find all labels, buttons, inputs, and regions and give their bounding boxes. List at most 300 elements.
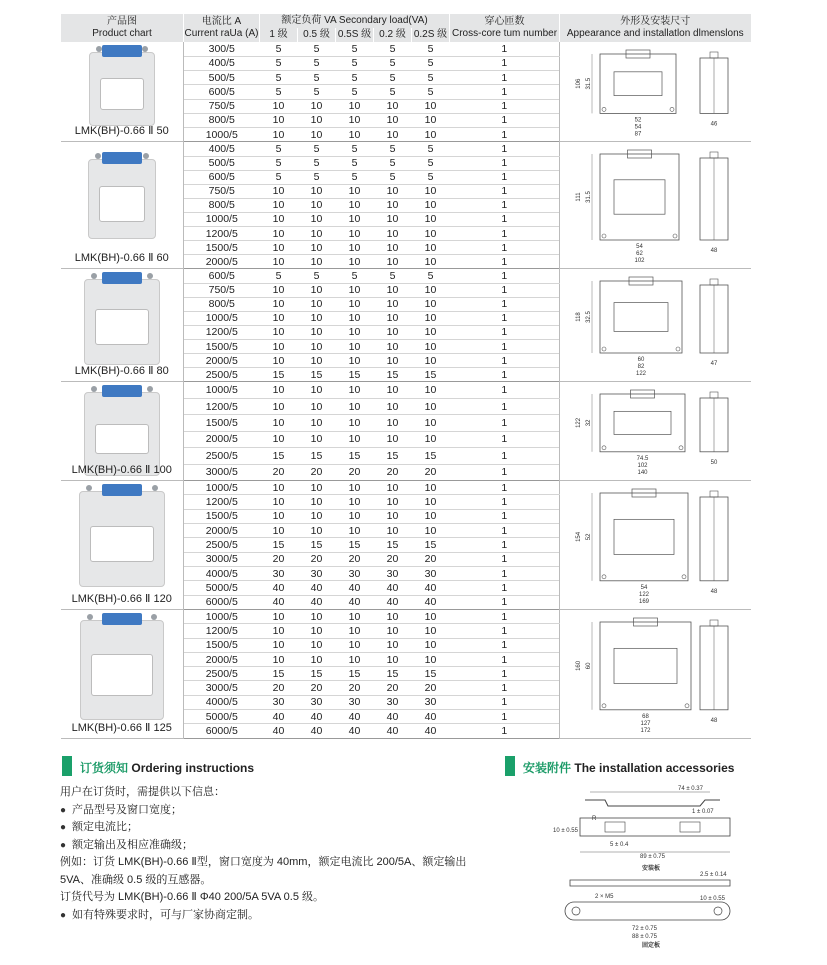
- load-cell: 10: [336, 340, 374, 354]
- inner-width-dim: 82: [637, 364, 645, 371]
- turns-cell: 1: [450, 255, 560, 269]
- plate2-bottom-dim: 88 ± 0.75: [632, 934, 657, 940]
- header-class-05: 0.5 级: [298, 28, 336, 42]
- current-ratio-cell: 1500/5: [184, 415, 260, 431]
- turns-cell: 1: [450, 667, 560, 681]
- load-cell: 10: [336, 354, 374, 368]
- turns-cell: 1: [450, 227, 560, 241]
- load-cell: 30: [298, 566, 336, 580]
- load-cell: 15: [374, 368, 412, 382]
- mount-hole: [602, 234, 606, 238]
- turns-cell: 1: [450, 652, 560, 666]
- load-cell: 10: [374, 509, 412, 523]
- current-ratio-cell: 300/5: [184, 42, 260, 56]
- dimension-cell: [560, 42, 751, 142]
- current-ratio-cell: 1000/5: [184, 382, 260, 398]
- load-cell: 10: [298, 198, 336, 212]
- turns-cell: 1: [450, 448, 560, 464]
- load-cell: 5: [260, 156, 298, 170]
- height-dim: 118: [576, 312, 583, 323]
- current-ratio-cell: 600/5: [184, 170, 260, 184]
- current-ratio-cell: 1000/5: [184, 609, 260, 623]
- load-cell: 10: [412, 415, 450, 431]
- load-cell: 10: [260, 481, 298, 495]
- load-cell: 40: [260, 710, 298, 724]
- plate1-thick-dim: 1 ± 0.07: [692, 809, 714, 815]
- window-width-dim: 74.5: [636, 456, 649, 463]
- load-cell: 15: [298, 538, 336, 552]
- load-cell: 30: [336, 566, 374, 580]
- header-class-05s: 0.5S 级: [336, 28, 374, 42]
- load-cell: 10: [374, 113, 412, 127]
- product-image-cell: [61, 142, 184, 269]
- load-cell: 10: [374, 398, 412, 414]
- load-cell: 10: [298, 495, 336, 509]
- turns-cell: 1: [450, 269, 560, 283]
- product-image-cell: [61, 269, 184, 382]
- current-ratio-cell: 600/5: [184, 85, 260, 99]
- turns-cell: 1: [450, 638, 560, 652]
- offset-dim: 31.5: [586, 191, 593, 204]
- load-cell: 10: [374, 283, 412, 297]
- load-cell: 5: [374, 170, 412, 184]
- header-load: 额定负荷 VA Secondary load(VA): [260, 14, 450, 28]
- load-cell: 10: [374, 609, 412, 623]
- current-ratio-cell: 2000/5: [184, 524, 260, 538]
- load-cell: 5: [374, 156, 412, 170]
- load-cell: 10: [412, 311, 450, 325]
- product-image-cell: [61, 609, 184, 738]
- load-cell: 5: [260, 269, 298, 283]
- load-cell: 20: [260, 552, 298, 566]
- current-ratio-cell: 2500/5: [184, 448, 260, 464]
- load-cell: 20: [412, 552, 450, 566]
- inner-width-dim: 54: [634, 124, 642, 131]
- inner-width-dim: 62: [636, 251, 643, 258]
- turns-cell: 1: [450, 495, 560, 509]
- product-model-label: LMK(BH)-0.66 Ⅱ 125: [71, 721, 172, 734]
- product-model-label: LMK(BH)-0.66 Ⅱ 120: [71, 592, 172, 605]
- window-outline: [614, 72, 662, 96]
- load-cell: 10: [298, 382, 336, 398]
- turns-cell: 1: [450, 566, 560, 580]
- load-cell: 5: [374, 56, 412, 70]
- load-cell: 20: [412, 464, 450, 481]
- load-cell: 10: [412, 624, 450, 638]
- load-cell: 10: [412, 481, 450, 495]
- load-cell: 20: [336, 681, 374, 695]
- load-cell: 15: [412, 448, 450, 464]
- load-cell: 5: [412, 71, 450, 85]
- load-cell: 10: [298, 509, 336, 523]
- load-cell: 10: [412, 241, 450, 255]
- load-cell: 10: [298, 638, 336, 652]
- load-cell: 10: [374, 311, 412, 325]
- mount-hole: [673, 234, 677, 238]
- dimension-drawing: [560, 142, 751, 268]
- turns-cell: 1: [450, 609, 560, 623]
- depth-dim: 48: [710, 248, 718, 255]
- product-model-label: LMK(BH)-0.66 Ⅱ 50: [74, 125, 169, 138]
- load-cell: 40: [412, 724, 450, 738]
- load-cell: 10: [298, 609, 336, 623]
- load-cell: 5: [260, 85, 298, 99]
- current-ratio-cell: 1500/5: [184, 241, 260, 255]
- ordering-line: 5VA、准确级 0.5 级的互感器。: [60, 873, 212, 886]
- load-cell: 10: [298, 415, 336, 431]
- load-cell: 40: [412, 581, 450, 595]
- current-ratio-cell: 1000/5: [184, 212, 260, 226]
- depth-dim: 48: [710, 717, 718, 724]
- current-ratio-cell: 750/5: [184, 99, 260, 113]
- load-cell: 10: [336, 652, 374, 666]
- load-cell: 5: [336, 56, 374, 70]
- inner-width-dim: 122: [639, 591, 650, 598]
- load-cell: 10: [260, 415, 298, 431]
- mount-hole: [602, 446, 606, 450]
- product-model-label: LMK(BH)-0.66 Ⅱ 60: [74, 252, 169, 265]
- plate2-thick-dim: 2.5 ± 0.14: [700, 872, 727, 878]
- load-cell: 10: [336, 481, 374, 495]
- current-ratio-cell: 1200/5: [184, 398, 260, 414]
- load-cell: 5: [336, 142, 374, 156]
- window-width-dim: 68: [642, 713, 649, 720]
- load-cell: 20: [298, 464, 336, 481]
- ordering-line: ● 额定输出及相应准确级；: [60, 837, 500, 855]
- dimension-drawing: [560, 269, 751, 381]
- load-cell: 10: [260, 325, 298, 339]
- load-cell: 10: [298, 255, 336, 269]
- load-cell: 30: [336, 695, 374, 709]
- load-cell: 5: [412, 269, 450, 283]
- load-cell: 10: [412, 128, 450, 142]
- ordering-line: ● 产品型号及窗口宽度；: [60, 802, 500, 820]
- height-dim: 160: [576, 660, 583, 671]
- table-row: [61, 481, 751, 495]
- mount-hole: [676, 347, 680, 351]
- height-dim: 122: [576, 418, 583, 429]
- plate1-body: [580, 818, 730, 836]
- load-cell: 5: [260, 142, 298, 156]
- table-row: [61, 382, 751, 398]
- load-cell: 5: [412, 85, 450, 99]
- spec-table: [60, 14, 751, 739]
- load-cell: 10: [412, 113, 450, 127]
- load-cell: 15: [336, 538, 374, 552]
- load-cell: 10: [412, 609, 450, 623]
- dimension-cell: [560, 481, 751, 610]
- load-cell: 10: [298, 524, 336, 538]
- load-cell: 10: [336, 297, 374, 311]
- header-class-02s: 0.2S 级: [412, 28, 450, 42]
- load-cell: 40: [298, 581, 336, 595]
- load-cell: 5: [412, 42, 450, 56]
- load-cell: 5: [298, 156, 336, 170]
- current-ratio-cell: 5000/5: [184, 710, 260, 724]
- load-cell: 10: [374, 652, 412, 666]
- load-cell: 10: [374, 638, 412, 652]
- current-ratio-cell: 750/5: [184, 283, 260, 297]
- load-cell: 10: [412, 283, 450, 297]
- dimension-drawing: [560, 382, 751, 480]
- turns-cell: 1: [450, 464, 560, 481]
- load-cell: 15: [412, 368, 450, 382]
- window-outline: [614, 180, 665, 214]
- load-cell: 10: [336, 382, 374, 398]
- ordering-line: ● 如有特殊要求时，可与厂家协商定制。: [60, 907, 500, 925]
- load-cell: 40: [374, 724, 412, 738]
- load-cell: 10: [298, 624, 336, 638]
- outer-width-dim: 87: [634, 131, 642, 138]
- load-cell: 5: [260, 71, 298, 85]
- load-cell: 10: [336, 509, 374, 523]
- load-cell: 10: [260, 638, 298, 652]
- load-cell: 30: [374, 695, 412, 709]
- load-cell: 10: [374, 297, 412, 311]
- offset-dim: 32: [586, 419, 593, 427]
- load-cell: 40: [336, 581, 374, 595]
- load-cell: 30: [374, 566, 412, 580]
- load-cell: 10: [374, 241, 412, 255]
- table-row: [61, 609, 751, 623]
- height-dim: 111: [576, 192, 583, 202]
- mount-hole: [602, 575, 606, 579]
- load-cell: 10: [298, 128, 336, 142]
- current-ratio-cell: 1000/5: [184, 311, 260, 325]
- inner-width-dim: 127: [640, 720, 651, 727]
- load-cell: 5: [298, 56, 336, 70]
- load-cell: 15: [374, 667, 412, 681]
- load-cell: 10: [298, 481, 336, 495]
- transformer-image: [80, 620, 164, 720]
- load-cell: 5: [412, 170, 450, 184]
- current-ratio-cell: 1500/5: [184, 509, 260, 523]
- transformer-image: [79, 491, 165, 587]
- window-outline: [614, 520, 674, 555]
- load-cell: 10: [298, 99, 336, 113]
- turns-cell: 1: [450, 595, 560, 609]
- current-ratio-cell: 1000/5: [184, 481, 260, 495]
- load-cell: 10: [260, 652, 298, 666]
- turns-cell: 1: [450, 128, 560, 142]
- turns-cell: 1: [450, 481, 560, 495]
- load-cell: 5: [298, 42, 336, 56]
- load-cell: 10: [336, 198, 374, 212]
- load-cell: 10: [298, 340, 336, 354]
- load-cell: 40: [412, 595, 450, 609]
- load-cell: 10: [336, 227, 374, 241]
- current-ratio-cell: 750/5: [184, 184, 260, 198]
- product-image-cell: [61, 481, 184, 610]
- current-ratio-cell: 6000/5: [184, 724, 260, 738]
- turns-cell: 1: [450, 212, 560, 226]
- load-cell: 15: [260, 667, 298, 681]
- transformer-image: [84, 279, 160, 365]
- offset-dim: 31.5: [586, 77, 593, 90]
- load-cell: 10: [298, 184, 336, 198]
- turns-cell: 1: [450, 184, 560, 198]
- load-cell: 10: [374, 128, 412, 142]
- load-cell: 15: [336, 667, 374, 681]
- transformer-image: [89, 52, 155, 126]
- depth-dim: 46: [710, 121, 718, 128]
- turns-cell: 1: [450, 340, 560, 354]
- current-ratio-cell: 1200/5: [184, 325, 260, 339]
- header-dims: 外形及安装尺寸 Appearance and installatlon dlmenslons: [560, 14, 751, 42]
- height-dim: 154: [576, 532, 583, 543]
- front-view: [600, 493, 688, 581]
- turns-cell: 1: [450, 283, 560, 297]
- load-cell: 5: [336, 42, 374, 56]
- load-cell: 40: [260, 724, 298, 738]
- table-row: [61, 269, 751, 283]
- load-cell: 5: [260, 170, 298, 184]
- load-cell: 40: [374, 710, 412, 724]
- load-cell: 20: [412, 681, 450, 695]
- load-cell: 5: [336, 156, 374, 170]
- load-cell: 10: [298, 652, 336, 666]
- current-ratio-cell: 500/5: [184, 156, 260, 170]
- load-cell: 10: [412, 431, 450, 447]
- load-cell: 5: [260, 42, 298, 56]
- turns-cell: 1: [450, 156, 560, 170]
- turns-cell: 1: [450, 681, 560, 695]
- current-ratio-cell: 3000/5: [184, 552, 260, 566]
- load-cell: 10: [412, 354, 450, 368]
- load-cell: 40: [412, 710, 450, 724]
- load-cell: 10: [336, 624, 374, 638]
- load-cell: 10: [412, 398, 450, 414]
- turns-cell: 1: [450, 241, 560, 255]
- load-cell: 10: [260, 431, 298, 447]
- load-cell: 10: [374, 198, 412, 212]
- load-cell: 10: [298, 283, 336, 297]
- turns-cell: 1: [450, 325, 560, 339]
- load-cell: 10: [260, 354, 298, 368]
- header-class-1: 1 级: [260, 28, 298, 42]
- load-cell: 5: [374, 269, 412, 283]
- load-cell: 10: [374, 624, 412, 638]
- load-cell: 10: [412, 212, 450, 226]
- load-cell: 40: [374, 581, 412, 595]
- current-ratio-cell: 1500/5: [184, 638, 260, 652]
- plate1-caption: 安装板: [642, 866, 661, 872]
- mount-hole: [602, 704, 606, 708]
- ordering-line: ● 额定电流比；: [60, 819, 500, 837]
- load-cell: 10: [298, 297, 336, 311]
- turns-cell: 1: [450, 431, 560, 447]
- turns-cell: 1: [450, 624, 560, 638]
- offset-dim: 32.5: [586, 311, 593, 324]
- load-cell: 10: [336, 609, 374, 623]
- load-cell: 10: [336, 113, 374, 127]
- load-cell: 10: [260, 198, 298, 212]
- load-cell: 10: [412, 652, 450, 666]
- load-cell: 5: [336, 71, 374, 85]
- load-cell: 10: [374, 227, 412, 241]
- window-width-dim: 52: [634, 117, 642, 124]
- front-view: [600, 154, 679, 240]
- load-cell: 20: [298, 681, 336, 695]
- load-cell: 10: [260, 382, 298, 398]
- dimension-cell: [560, 269, 751, 382]
- load-cell: 10: [336, 524, 374, 538]
- load-cell: 5: [412, 142, 450, 156]
- turns-cell: 1: [450, 198, 560, 212]
- load-cell: 10: [374, 354, 412, 368]
- load-cell: 20: [260, 464, 298, 481]
- outer-width-dim: 169: [639, 598, 650, 605]
- current-ratio-cell: 1500/5: [184, 340, 260, 354]
- load-cell: 10: [336, 398, 374, 414]
- load-cell: 20: [336, 464, 374, 481]
- load-cell: 15: [298, 368, 336, 382]
- mount-hole: [685, 704, 689, 708]
- load-cell: 10: [374, 415, 412, 431]
- mount-hole: [670, 107, 674, 111]
- ordering-instructions: [60, 784, 500, 924]
- load-cell: 10: [374, 212, 412, 226]
- front-view: [600, 281, 682, 353]
- plate1-slot-dim: 5 ± 0.4: [610, 842, 629, 848]
- load-cell: 15: [412, 667, 450, 681]
- turns-cell: 1: [450, 71, 560, 85]
- turns-cell: 1: [450, 354, 560, 368]
- product-model-label: LMK(BH)-0.66 Ⅱ 100: [71, 464, 172, 477]
- header-turns: 穿心匝数 Cross-core tum number: [450, 14, 560, 42]
- load-cell: 10: [412, 495, 450, 509]
- load-cell: 30: [412, 695, 450, 709]
- plate2-mid-dim: 72 ± 0.75: [632, 926, 657, 932]
- load-cell: 10: [298, 354, 336, 368]
- load-cell: 10: [412, 340, 450, 354]
- load-cell: 10: [374, 481, 412, 495]
- load-cell: 10: [412, 255, 450, 269]
- mount-hole: [602, 347, 606, 351]
- depth-dim: 50: [710, 460, 718, 467]
- turns-cell: 1: [450, 142, 560, 156]
- load-cell: 20: [374, 552, 412, 566]
- current-ratio-cell: 2500/5: [184, 368, 260, 382]
- current-ratio-cell: 2000/5: [184, 431, 260, 447]
- plate2-side-dim: 10 ± 0.55: [700, 896, 725, 902]
- load-cell: 10: [260, 212, 298, 226]
- load-cell: 10: [336, 241, 374, 255]
- turns-cell: 1: [450, 113, 560, 127]
- load-cell: 10: [374, 99, 412, 113]
- plate1-side-dim: 10 ± 0.55: [553, 828, 578, 834]
- load-cell: 15: [298, 448, 336, 464]
- load-cell: 15: [412, 538, 450, 552]
- current-ratio-cell: 800/5: [184, 297, 260, 311]
- turns-cell: 1: [450, 724, 560, 738]
- height-dim: 106: [576, 78, 583, 89]
- load-cell: 40: [336, 724, 374, 738]
- accessories-drawing: [550, 780, 750, 950]
- outer-width-dim: 102: [634, 258, 645, 265]
- load-cell: 10: [260, 509, 298, 523]
- load-cell: 5: [298, 85, 336, 99]
- current-ratio-cell: 1000/5: [184, 128, 260, 142]
- turns-cell: 1: [450, 382, 560, 398]
- offset-dim: 52: [586, 533, 593, 541]
- turns-cell: 1: [450, 524, 560, 538]
- load-cell: 5: [260, 56, 298, 70]
- turns-cell: 1: [450, 415, 560, 431]
- depth-dim: 48: [710, 588, 718, 595]
- turns-cell: 1: [450, 297, 560, 311]
- load-cell: 10: [374, 340, 412, 354]
